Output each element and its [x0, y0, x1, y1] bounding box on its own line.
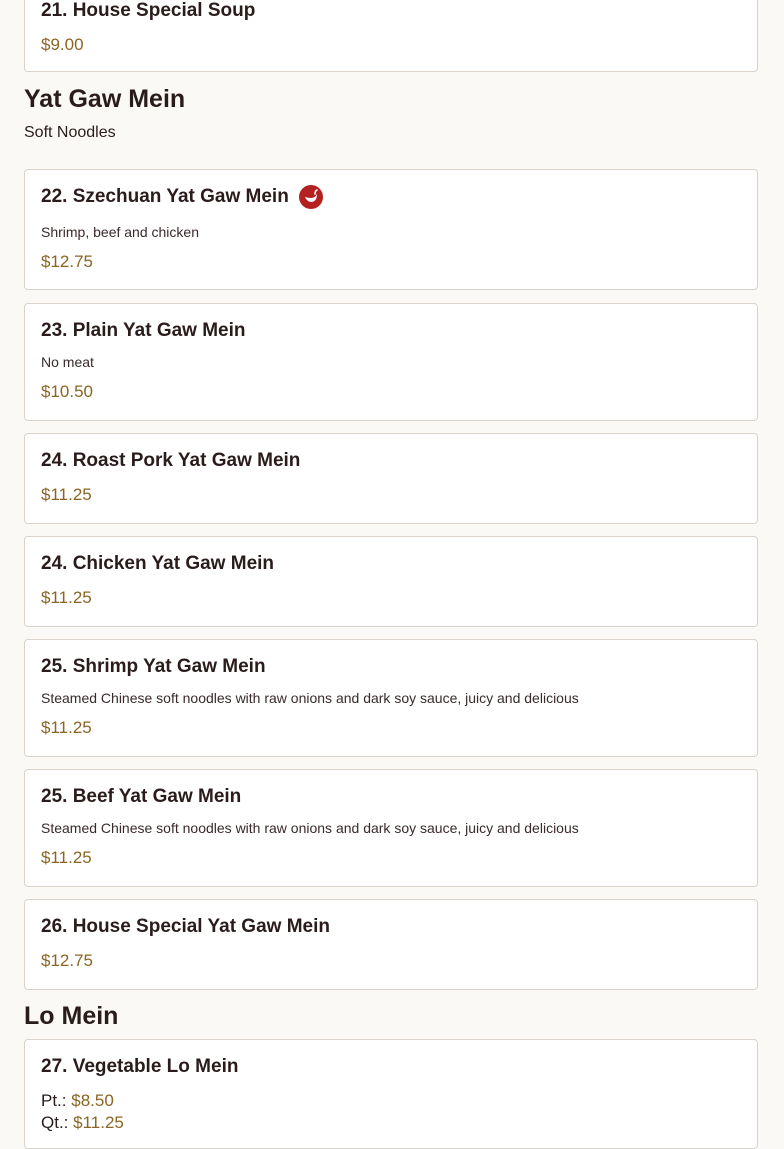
item-price: $12.75	[41, 252, 93, 271]
size-price: $8.50	[71, 1091, 114, 1110]
menu-item-card[interactable]	[24, 0, 758, 72]
item-description: Shrimp, beef and chicken	[41, 224, 199, 240]
section-title: Yat Gaw Mein	[24, 85, 186, 113]
size-price-row	[41, 1091, 114, 1111]
item-price: $11.25	[41, 485, 92, 504]
chili-pepper-icon	[299, 185, 323, 209]
item-title: 26. House Special Yat Gaw Mein	[41, 916, 330, 937]
menu-item-card[interactable]	[24, 433, 758, 524]
item-title: 21. House Special Soup	[41, 0, 256, 21]
item-title-row	[41, 185, 323, 209]
item-description: Steamed Chinese soft noodles with raw onions and dark soy sauce, juicy and delicious	[41, 690, 579, 706]
menu-item-card[interactable]	[24, 769, 758, 887]
item-title: 22. Szechuan Yat Gaw Mein	[41, 186, 289, 207]
item-title: 24. Roast Pork Yat Gaw Mein	[41, 450, 301, 471]
item-title: 27. Vegetable Lo Mein	[41, 1056, 239, 1077]
item-price: $10.50	[41, 382, 93, 401]
menu-item-card[interactable]	[24, 303, 758, 421]
menu-item-card[interactable]	[24, 899, 758, 990]
item-price: $12.75	[41, 951, 93, 970]
item-title: 25. Beef Yat Gaw Mein	[41, 786, 242, 807]
section-title: Lo Mein	[24, 1002, 119, 1030]
item-price: $11.25	[41, 718, 92, 737]
section-subtitle: Soft Noodles	[24, 124, 116, 141]
item-price: $9.00	[41, 35, 84, 54]
menu-item-card[interactable]	[24, 536, 758, 627]
item-price: $11.25	[41, 848, 92, 867]
size-label: Qt.:	[41, 1113, 69, 1132]
item-description: No meat	[41, 354, 94, 370]
menu-item-card[interactable]	[24, 639, 758, 757]
menu-item-card[interactable]	[24, 1039, 758, 1149]
size-price: $11.25	[73, 1113, 124, 1132]
item-title: 25. Shrimp Yat Gaw Mein	[41, 656, 266, 677]
item-title: 24. Chicken Yat Gaw Mein	[41, 553, 275, 574]
item-price: $11.25	[41, 588, 92, 607]
item-description: Steamed Chinese soft noodles with raw onions and dark soy sauce, juicy and delicious	[41, 820, 579, 836]
size-label: Pt.:	[41, 1091, 67, 1110]
item-title: 23. Plain Yat Gaw Mein	[41, 320, 246, 341]
size-price-row	[41, 1113, 124, 1133]
menu-item-card[interactable]	[24, 169, 758, 290]
